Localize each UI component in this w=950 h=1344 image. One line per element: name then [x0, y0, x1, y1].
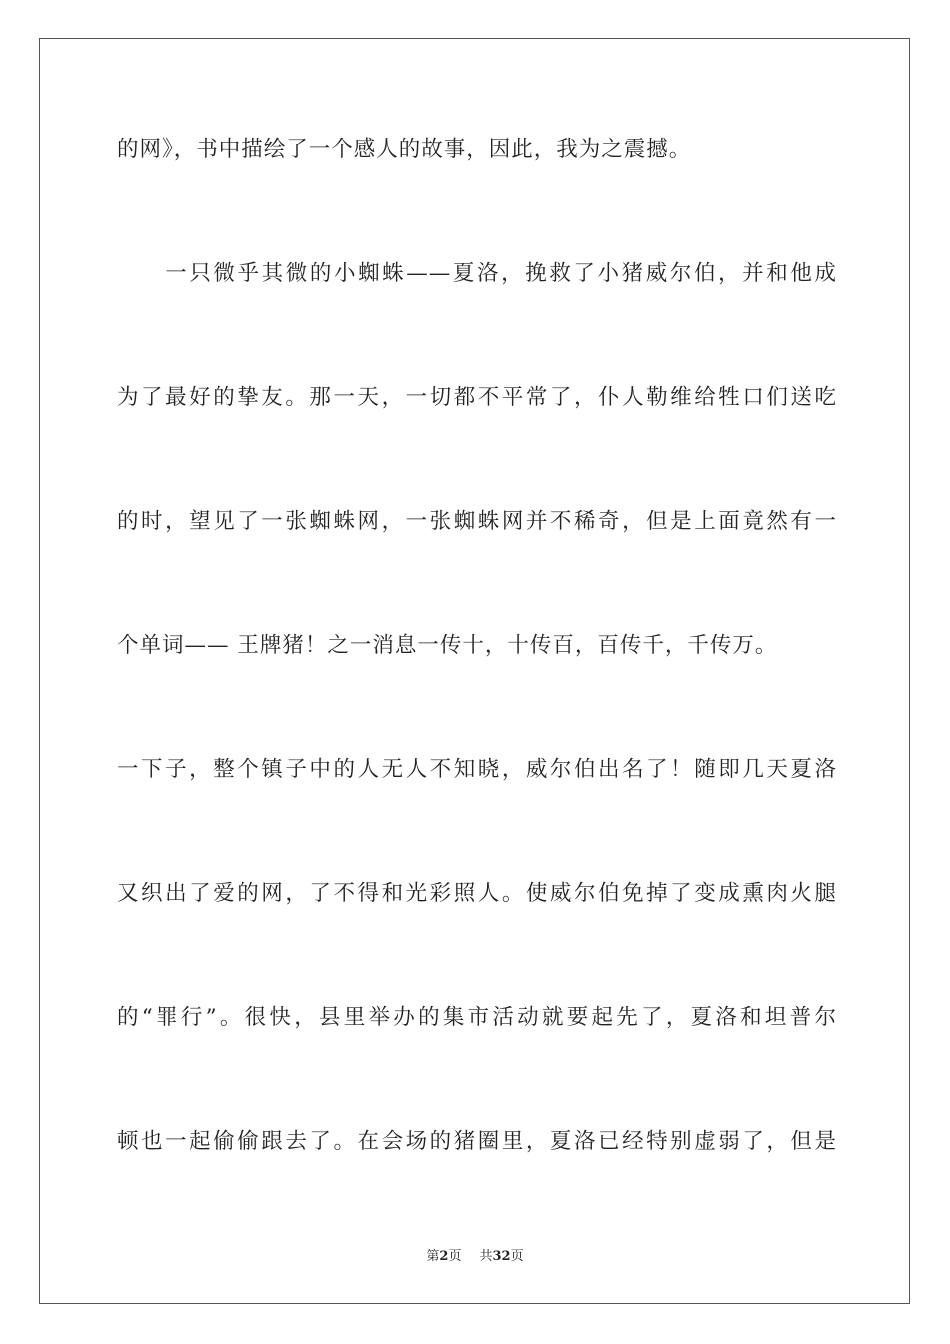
body-text-line-9: 顿也一起偷偷跟去了。在会场的猪圈里，夏洛已经特别虚弱了，但是: [117, 1129, 837, 1154]
page-frame: [39, 38, 910, 1304]
body-text-line-8: 的“罪行”。很快，县里举办的集市活动就要起先了，夏洛和坦普尔: [117, 1005, 837, 1030]
body-text-line-4: 的时，望见了一张蜘蛛网，一张蜘蛛网并不稀奇，但是上面竟然有一: [117, 509, 837, 534]
body-text-line-6: 一下子，整个镇子中的人无人不知晓，威尔伯出名了！随即几天夏洛: [117, 757, 837, 782]
footer-page-unit: 页: [448, 1249, 462, 1264]
body-text-line-5: 个单词—— 王牌猪！之一消息一传十，十传百，百传千，千传万。: [117, 633, 778, 658]
footer-page-total: 32: [492, 1249, 511, 1264]
body-text-line-2: 一只微乎其微的小蜘蛛——夏洛，挽救了小猪威尔伯，并和他成: [117, 261, 837, 286]
body-text-line-3: 为了最好的挚友。那一天，一切都不平常了，仆人勒维给牲口们送吃: [117, 385, 837, 410]
footer-total-prefix: 共: [479, 1249, 493, 1264]
body-text-line-1: 的网》，书中描绘了一个感人的故事，因此，我为之震撼。: [117, 137, 692, 162]
footer-page-prefix: 第: [426, 1249, 440, 1264]
body-text-line-7: 又织出了爱的网，了不得和光彩照人。使威尔伯免掉了变成熏肉火腿: [117, 881, 837, 906]
page-footer: [0, 1247, 950, 1267]
footer-page-current: 2: [439, 1249, 449, 1264]
footer-total-unit: 页: [510, 1249, 524, 1264]
